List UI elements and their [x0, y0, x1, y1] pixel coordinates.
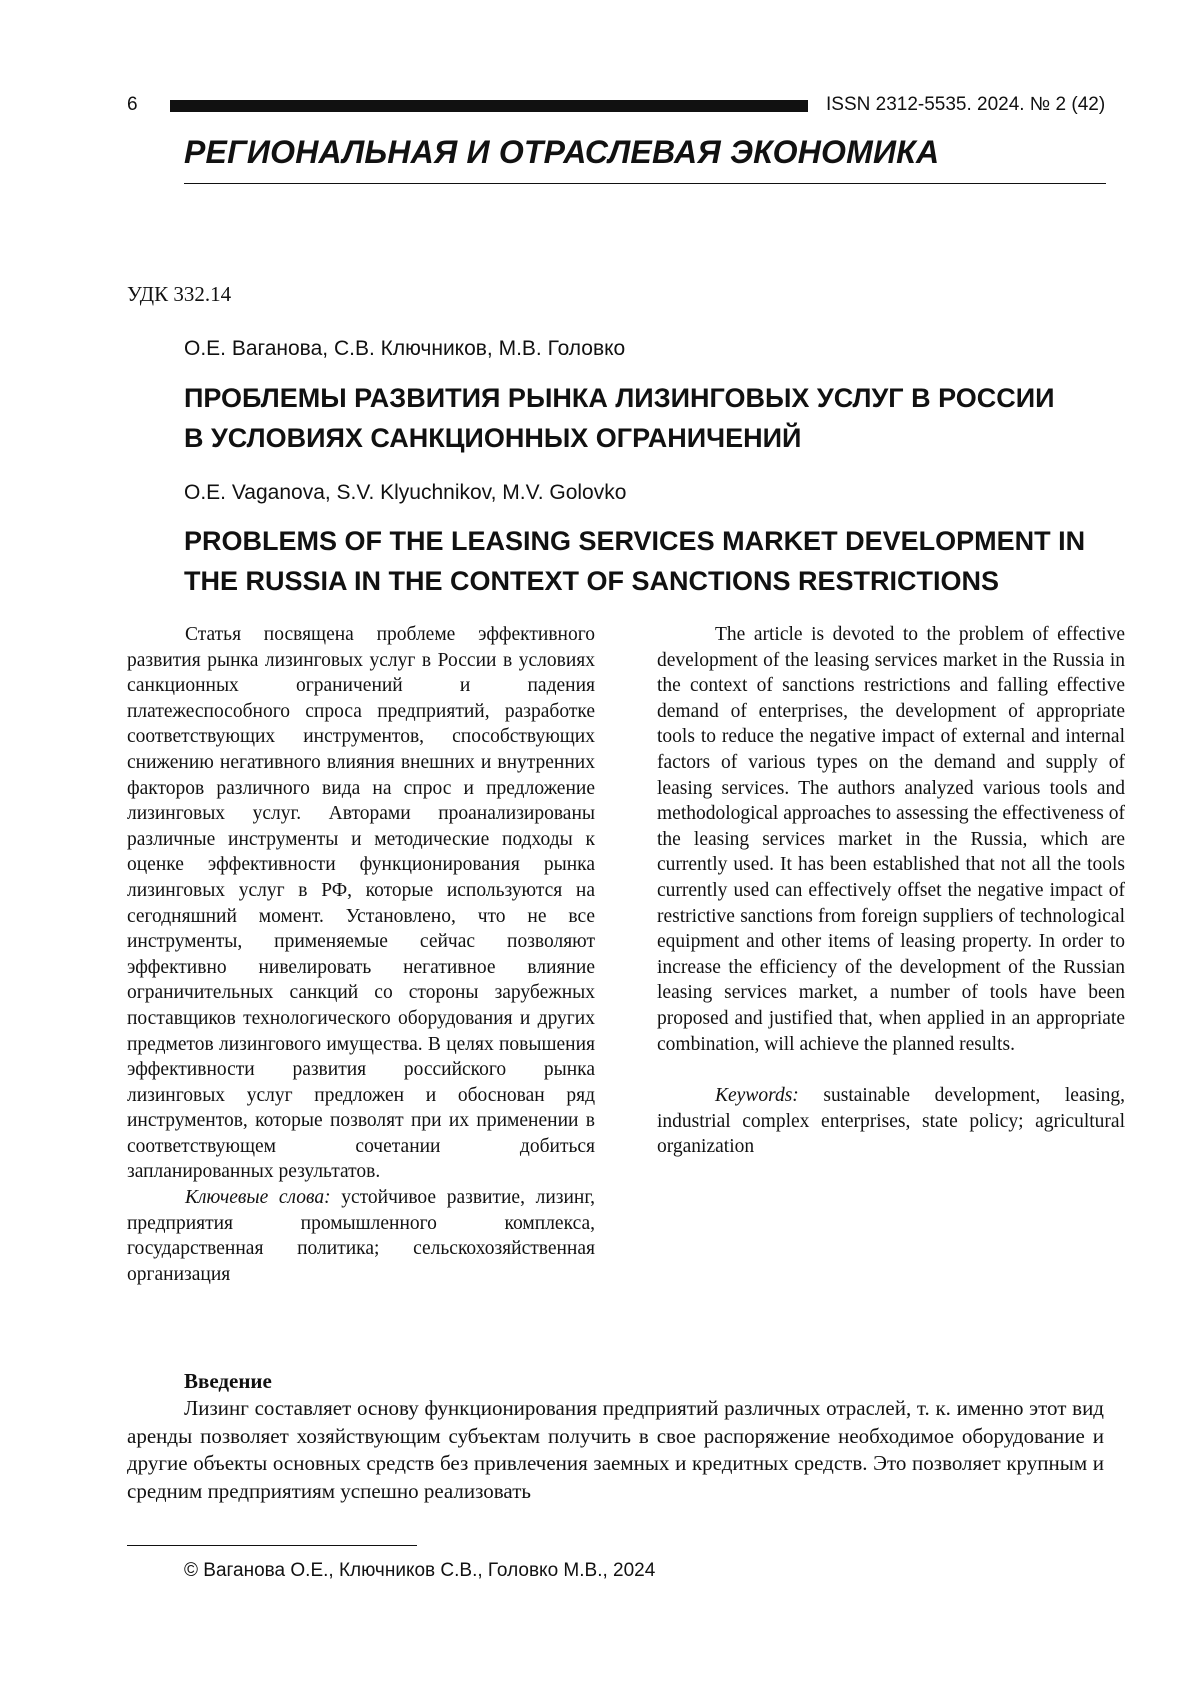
- section-rubric: РЕГИОНАЛЬНАЯ И ОТРАСЛЕВАЯ ЭКОНОМИКА: [184, 134, 940, 170]
- abstract-russian-text: Статья посвящена проблеме эффективного развития рынка лизинговых услуг в России в условиях санкционных ограничений и падения платежеспособного спроса предприятий, разработке соответствующих инструментов, способствующих снижению негативного влияния внешних и внутренних факторов различного вида на спрос и предложение лизинговых услуг. Авторами проанализированы различные инструменты и методические подходы к оценке эффективности функционирования рынка лизинговых услуг в РФ, которые используются на сегодняшний момент. Установлено, что не все инструменты, применяемые сейчас позволяют эффективно нивелировать негативное влияние ограничительных санкций со стороны зарубежных поставщиков технологического оборудования и других предметов лизингового имущества. В целях повышения эффективности развития российского рынка лизинговых услуг предложен и обоснован ряд инструментов, которые позволят при их применении в соответствующем сочетании добиться запланированных результатов.: [127, 624, 595, 1183]
- footnote-rule: [127, 1545, 417, 1546]
- abstract-russian: [127, 622, 595, 1287]
- abstract-english: [657, 622, 1125, 1160]
- title-russian-line: В УСЛОВИЯХ САНКЦИОННЫХ ОГРАНИЧЕНИЙ: [184, 423, 802, 453]
- introduction-text: Лизинг составляет основу функционирования предприятий различных отраслей, т. к. именно этот вид аренды позволяет хозяйствующим субъектам получить в свое распоряжение необходимое оборудование и другие объекты основных средств без привлечения заемных и кредитных средств. Это позволяет крупным и средним предприятиям успешно реализовать: [127, 1396, 1104, 1503]
- authors-russian: О.Е. Ваганова, С.В. Ключников, М.В. Головко: [184, 337, 626, 360]
- header-rule: [170, 100, 808, 112]
- title-russian-line: ПРОБЛЕМЫ РАЗВИТИЯ РЫНКА ЛИЗИНГОВЫХ УСЛУГ В РОССИИ: [184, 383, 1055, 413]
- keywords-russian-text: устойчивое развитие, лизинг, предприятия промышленного комплекса, государственная политика; сельскохозяйственная организация: [127, 1187, 596, 1285]
- keywords-english-text: sustainable development, leasing, industrial complex enterprises, state policy; agricultural organization: [657, 1085, 1125, 1158]
- title-english-line: PROBLEMS OF THE LEASING SERVICES MARKET DEVELOPMENT IN: [184, 526, 1086, 556]
- title-english: [184, 521, 1104, 601]
- title-russian: [184, 378, 1104, 458]
- introduction-heading: Введение: [184, 1369, 272, 1393]
- abstract-english-text: The article is devoted to the problem of effective development of the leasing services market in the Russia in the context of sanctions restrictions and falling effective demand of enterprises, the development of appropriate tools to reduce the negative impact of external and internal factors of various types on the demand and supply of leasing services. The authors analyzed various tools and methodological approaches to assessing the effectiveness of the leasing services market in the Russia, which are currently used. It has been established that not all the tools currently used can effectively offset the negative impact of restrictive sanctions from foreign suppliers of technological equipment and other items of leasing property. In order to increase the efficiency of the development of the Russian leasing services market, a number of tools have been proposed and justified that, when applied in an appropriate combination, will achieve the planned results.: [657, 624, 1125, 1055]
- copyright-notice: © Ваганова О.Е., Ключников С.В., Головко М.В., 2024: [184, 1560, 656, 1581]
- udk-code: УДК 332.14: [127, 282, 232, 306]
- page-number: 6: [127, 94, 138, 115]
- rubric-rule: [184, 183, 1106, 184]
- keywords-english: [657, 1083, 1125, 1160]
- keywords-russian: [127, 1185, 595, 1287]
- title-english-line: THE RUSSIA IN THE CONTEXT OF SANCTIONS RESTRICTIONS: [184, 566, 1000, 596]
- keywords-russian-label: Ключевые слова:: [185, 1187, 331, 1209]
- journal-issn: ISSN 2312-5535. 2024. № 2 (42): [826, 94, 1106, 115]
- authors-english: O.E. Vaganova, S.V. Klyuchnikov, M.V. Golovko: [184, 481, 627, 504]
- keywords-english-label: Keywords:: [715, 1085, 799, 1107]
